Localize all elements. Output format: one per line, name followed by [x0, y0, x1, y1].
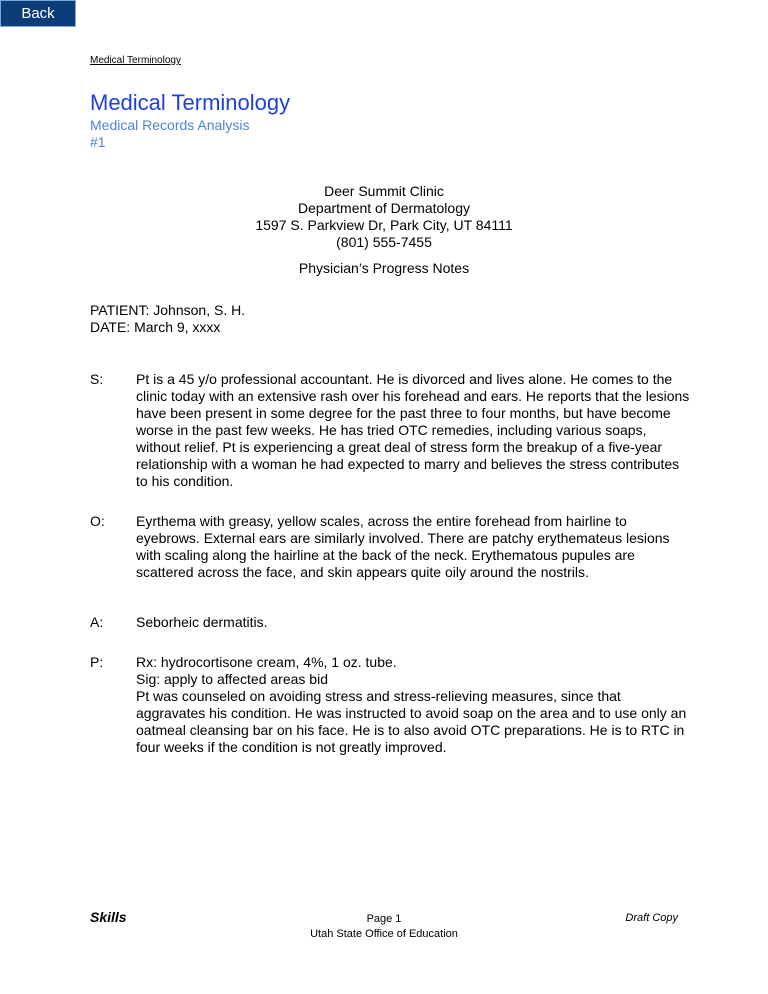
- page-title: Medical Terminology: [90, 90, 291, 115]
- clinic-header: [0, 183, 768, 251]
- clinic-department: Department of Dermatology: [298, 200, 470, 216]
- running-head: Medical Terminology: [90, 55, 181, 66]
- plan-text: Pt was counseled on avoiding stress and stress-relieving measures, since that aggravates his condition. He was instructed to avoid soap on the area and to use only an oatmeal cleansing bar on his face. He is to also avoid OTC preparations. He is to RTC in four weeks if the condition is not greatly improved.: [136, 688, 687, 755]
- patient-date: DATE: March 9, xxxx: [90, 319, 221, 335]
- plan-text-block: [136, 654, 691, 756]
- patient-info: [90, 302, 245, 336]
- page-number: Page 1: [366, 913, 402, 925]
- footer-draft: Draft Copy: [625, 912, 678, 924]
- subjective-label: S:: [90, 371, 104, 387]
- subtitle-number: #1: [90, 134, 106, 150]
- notes-title: Physician’s Progress Notes: [298, 260, 470, 276]
- assessment-label: A:: [90, 614, 104, 630]
- back-button[interactable]: Back: [0, 0, 76, 27]
- objective-label: O:: [90, 513, 105, 529]
- clinic-phone: (801) 555-7455: [336, 234, 432, 250]
- footer-office: Utah State Office of Education: [310, 928, 458, 940]
- subtitle-line: Medical Records Analysis: [90, 117, 250, 133]
- subjective-text: Pt is a 45 y/o professional accountant. He is divorced and lives alone. He comes to the clinic today with an extensive rash over his forehead and ears. He reports that the lesions have been present in some degree for the past three to four months, but have become worse in the past few weeks. He has tried OTC remedies, including various soaps, without relief. Pt is experiencing a great deal of stress form the breakup of a five-year relationship with a woman he had expected to marry and believes the stress contributes to his condition.: [136, 371, 690, 489]
- clinic-address: 1597 S. Parkview Dr, Park City, UT 84111: [255, 217, 513, 233]
- page-subtitle: [90, 117, 250, 151]
- plan-sig: Sig: apply to affected areas bid: [136, 671, 328, 687]
- plan-label: P:: [90, 654, 104, 670]
- patient-name: PATIENT: Johnson, S. H.: [90, 302, 246, 318]
- plan-rx: Rx: hydrocortisone cream, 4%, 1 oz. tube.: [136, 654, 397, 670]
- assessment-text: Seborheic dermatitis.: [136, 614, 268, 630]
- objective-text: Eyrthema with greasy, yellow scales, across the entire forehead from hairline to eyebrows. External ears are similarly involved. There are patchy erythemateus lesions with scaling along the hairline at the back of the neck. Erythematous pupules are scattered across the face, and skin appears quite oily around the nostrils.: [136, 513, 670, 580]
- clinic-name: Deer Summit Clinic: [324, 183, 444, 199]
- footer-skills: Skills: [90, 909, 127, 925]
